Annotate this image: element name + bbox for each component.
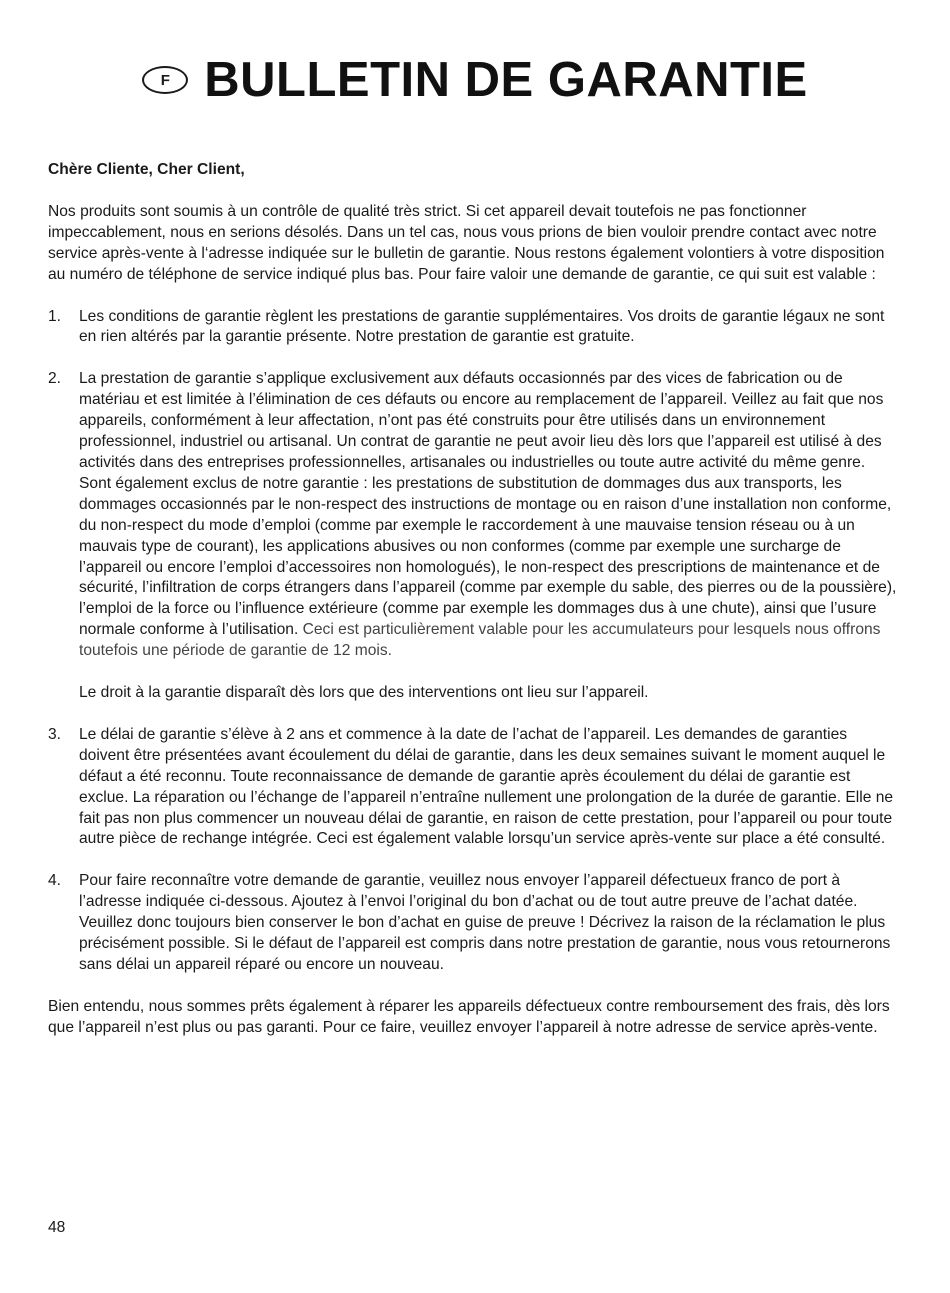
list-item	[48, 307, 900, 349]
list-item-number: 2.	[48, 370, 62, 388]
list-item-number: 4.	[48, 872, 62, 890]
list-item-subparagraph: Le droit à la garantie disparaît dès lors que des interventions ont lieu sur l’appareil.	[79, 684, 649, 702]
list-item-text-extra: Ceci est particulièrement valable pour les accumulateurs pour lesquels nous offrons toutefois une période de garantie de 12 mois.	[79, 621, 881, 660]
list-item-text: Les conditions de garantie règlent les prestations de garantie supplémentaires. Vos droits de garantie légaux ne sont en rien altérés par la garantie présente. Notre prestation de garantie est gratuite.	[79, 307, 885, 346]
list-item-text: La prestation de garantie s’applique exclusivement aux défauts occasionnés par des vices de fabrication ou de matériau et est limitée à l’élimination de ces défauts ou encore au remplacement de l’appareil. Veillez au fait que nos appareils, conformément à leur affectation, n’ont pas été construits pour être utilisés dans un environnement professionnel, industriel ou artisanal. Un contrat de garantie ne peut avoir lieu dès lors que l’appareil est utilisé à des activités dans des entreprises professionnelles, artisanales ou industrielles ou toute autre activité du même genre. Sont également exclus de notre garantie : les prestations de substitution de dommages dus aux transports, les dommages occasionnés par le non-respect des instructions de montage ou en raison d’une installation non conforme, du non-respect du mode d’emploi (comme par exemple le raccordement à une mauvaise tension réseau ou à un mauvais type de courant), les applications abusives ou non conformes (comme par exemple une surcharge de l’appareil ou encore l’emploi d’accessoires non homologués), le non-respect des prescriptions de maintenance et de sécurité, l’infiltration de corps étrangers dans l’appareil (comme par exemple du sable, des pierres ou de la poussière), l’emploi de la force ou l’influence extérieure (comme par exemple les dommages dus à une chute), ainsi que l’usure normale conforme à l’utilisation.	[79, 370, 897, 639]
document-body	[48, 160, 900, 1039]
list-item-number: 3.	[48, 725, 62, 743]
closing-paragraph: Bien entendu, nous sommes prêts également à réparer les appareils défectueux contre remboursement des frais, dès lors que l’appareil n’est plus ou pas garanti. Pour ce faire, veuillez envoyer l’appareil à notre adresse de service après-vente.	[48, 997, 890, 1036]
list-item-text: Pour faire reconnaître votre demande de garantie, veuillez nous envoyer l’appareil défectueux franco de port à l’adresse indiquée ci-dessous. Ajoutez à l’envoi l’original du bon d’achat ou de tout autre preuve de l’achat datée. Veuillez donc toujours bien conserver le bon d’achat en guise de preuve ! Décrivez la raison de la réclamation le plus précisément possible. Si le défaut de l’appareil est compris dans notre prestation de garantie, nous vous retournerons sans délai un appareil réparé ou encore un nouveau.	[79, 872, 891, 973]
list-item	[48, 725, 900, 850]
title-row	[0, 52, 950, 108]
list-item	[48, 871, 900, 976]
list-item	[48, 369, 900, 704]
list-item-text: Le délai de garantie s’élève à 2 ans et commence à la date de l’achat de l’appareil. Les demandes de garanties doivent être présentées avant écoulement du délai de garantie, dans les deux semaines suivant le moment auquel le défaut a été reconnu. Toute reconnaissance de demande de garantie après écoulement du délai de garantie est exclue. La réparation ou l’échange de l’appareil n’entraîne nullement une prolongation de la durée de garantie. Elle ne fait pas non plus commencer un nouveau délai de garantie, en raison de cette prestation, pour l’appareil ou pour toute autre pièce de rechange intégrée. Ceci est également valable lorsqu’un service après-vente sur place a été consulté.	[79, 725, 894, 848]
list-item-number: 1.	[48, 307, 62, 325]
language-badge: F	[142, 66, 188, 94]
intro-paragraph: Nos produits sont soumis à un contrôle de qualité très strict. Si cet appareil devait toutefois ne pas fonctionner impeccablement, nous en serions désolés. Dans un tel cas, nous vous prions de bien vouloir prendre contact avec notre service après-vente à l‘adresse indiquée sur le bulletin de garantie. Nous restons également volontiers à votre disposition au numéro de téléphone de service indiqué plus bas. Pour faire valoir une demande de garantie, ce qui suit est valable :	[48, 202, 885, 283]
page-number: 48	[48, 1219, 66, 1236]
conditions-list	[48, 307, 900, 976]
page-title: BULLETIN DE GARANTIE	[204, 52, 808, 107]
greeting: Chère Cliente, Cher Client,	[48, 161, 245, 178]
